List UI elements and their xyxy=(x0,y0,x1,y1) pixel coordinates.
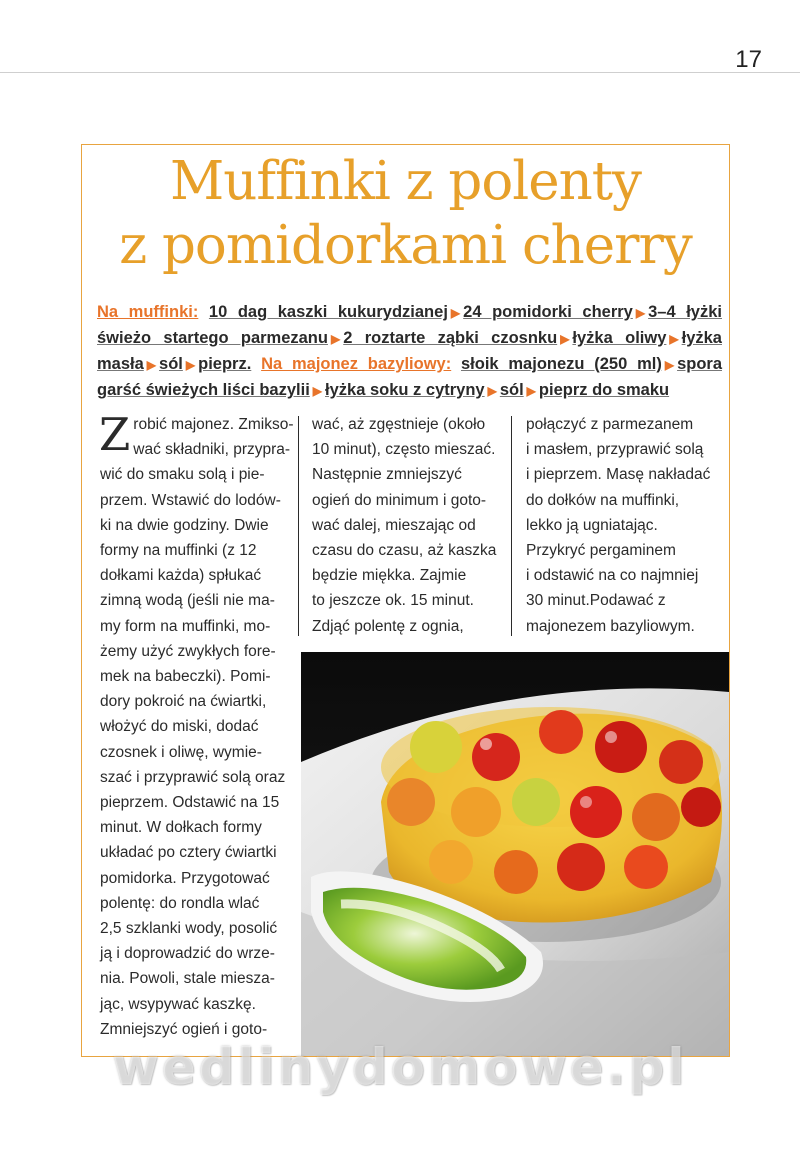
instructions-column-1 xyxy=(99,408,296,1042)
body-line: i odstawić na co najmniej xyxy=(526,567,699,585)
body-line: ogień do minimum i goto- xyxy=(312,491,487,509)
dish-photo-illustration xyxy=(301,652,729,1056)
body-line: pieprzem. Odstawić na 15 xyxy=(100,794,280,812)
body-line: my form na muffinki, mo- xyxy=(100,617,271,635)
body-line: do dołków na muffinki, xyxy=(526,491,680,509)
column-divider xyxy=(298,416,299,636)
body-line: 10 minut), często mieszać. xyxy=(312,441,496,459)
body-line: wać, aż zgęstnieje (około xyxy=(312,416,486,433)
ingredient-item: łyżka masła xyxy=(97,329,722,373)
body-line: Zmniejszyć ogień i goto- xyxy=(100,1020,268,1038)
bullet-arrow-icon: ▶ xyxy=(185,358,196,372)
page-number: 17 xyxy=(735,46,762,73)
ingredient-item: pieprz do smaku xyxy=(538,381,670,399)
body-line: polentę: do rondla wlać xyxy=(100,894,260,912)
body-line: Następnie zmniejszyć xyxy=(312,466,462,484)
bullet-arrow-icon: ▶ xyxy=(526,384,536,398)
body-line: lekko ją ugniatając. xyxy=(526,516,658,534)
body-line: Zdjąć polentę z ognia, xyxy=(312,617,464,635)
mayo-ingredients-heading: Na majonez bazyliowy: xyxy=(261,355,452,373)
ingredient-item: sól xyxy=(499,381,524,399)
instructions-column-3 xyxy=(526,412,722,639)
drop-cap: Z xyxy=(99,408,131,461)
body-line: czasu do czasu, aż kaszka xyxy=(312,542,497,560)
body-line: wić do smaku solą i pie- xyxy=(100,466,265,484)
recipe-title xyxy=(81,150,730,278)
body-line: żemy użyć zwykłych fore- xyxy=(100,642,276,660)
ingredient-item: 3–4 łyżki świeżo startego parmezanu xyxy=(97,303,722,347)
body-line: wać dalej, mieszając od xyxy=(312,516,476,534)
ingredient-item: łyżka oliwy xyxy=(572,329,667,347)
body-line: Przykryć pergaminem xyxy=(526,542,676,560)
bullet-arrow-icon: ▶ xyxy=(664,358,675,372)
bullet-arrow-icon: ▶ xyxy=(330,332,341,346)
body-line: 2,5 szklanki wody, posolić xyxy=(100,920,278,938)
bullet-arrow-icon: ▶ xyxy=(146,358,157,372)
body-line: nia. Powoli, stale miesza- xyxy=(100,970,275,988)
ingredient-item: pieprz. xyxy=(198,355,252,373)
bullet-arrow-icon: ▶ xyxy=(312,384,323,398)
dish-photo xyxy=(301,652,729,1056)
body-line: 30 minut.Podawać z xyxy=(526,592,666,610)
body-line: będzie miękka. Zajmie xyxy=(312,567,467,585)
watermark-text: wedlinydomowe.pl xyxy=(112,1038,688,1096)
body-line: pomidorka. Przygotować xyxy=(100,869,270,887)
ingredient-item: słoik majonezu (250 ml) xyxy=(461,355,662,373)
title-line-2: z pomidorkami cherry xyxy=(119,215,692,276)
body-line: ki na dwie godziny. Dwie xyxy=(100,516,269,534)
ingredient-item: sól xyxy=(159,355,183,373)
bullet-arrow-icon: ▶ xyxy=(487,384,497,398)
body-line: majonezem bazyliowym. xyxy=(526,617,695,635)
body-line: szać i przyprawić solą oraz xyxy=(100,768,286,786)
ingredient-item: 24 pomidorki cherry xyxy=(463,303,633,321)
ingredient-item: 2 roztarte ząbki czosnku xyxy=(343,329,558,347)
body-line: to jeszcze ok. 15 minut. xyxy=(312,592,474,610)
body-line: robić majonez. Zmikso- xyxy=(133,416,294,433)
body-line: włożyć do miski, dodać xyxy=(100,718,259,736)
instructions-column-2 xyxy=(312,412,508,639)
title-line-1: Muffinki z polenty xyxy=(170,151,641,212)
bullet-arrow-icon: ▶ xyxy=(669,332,679,346)
body-line: i masłem, przyprawić solą xyxy=(526,441,704,459)
body-line: czosnek i oliwę, wymie- xyxy=(100,743,262,761)
ingredient-item: spora garść świeżych liści bazylii xyxy=(97,355,722,399)
body-line: ją i doprowadzić do wrze- xyxy=(100,945,275,963)
body-line: mek na babeczki). Pomi- xyxy=(100,668,271,686)
body-line: jąc, wsypywać kaszkę. xyxy=(100,995,256,1013)
bullet-arrow-icon: ▶ xyxy=(450,306,461,320)
body-line: zimną wodą (jeśli nie ma- xyxy=(100,592,275,610)
column-divider xyxy=(511,416,512,636)
header-rule xyxy=(0,72,800,73)
ingredient-item: łyżka soku z cytryny xyxy=(325,381,485,399)
bullet-arrow-icon: ▶ xyxy=(635,306,646,320)
muffin-ingredients-heading: Na muffinki: xyxy=(97,303,199,321)
body-line: minut. W dołkach formy xyxy=(100,819,262,837)
body-line: i pieprzem. Masę nakładać xyxy=(526,466,711,484)
body-line: dołkami każda) spłukać xyxy=(100,567,262,585)
body-line: przem. Wstawić do lodów- xyxy=(100,491,281,509)
bullet-arrow-icon: ▶ xyxy=(560,332,570,346)
body-line: układać po cztery ćwiartki xyxy=(100,844,277,862)
ingredients-block xyxy=(97,300,722,404)
ingredient-item: 10 dag kaszki kukurydzianej xyxy=(208,303,448,321)
body-line: połączyć z parmezanem xyxy=(526,416,694,433)
body-line: wać składniki, przypra- xyxy=(133,441,291,459)
body-line: formy na muffinki (z 12 xyxy=(100,542,257,560)
body-line: dory pokroić na ćwiartki, xyxy=(100,693,267,711)
